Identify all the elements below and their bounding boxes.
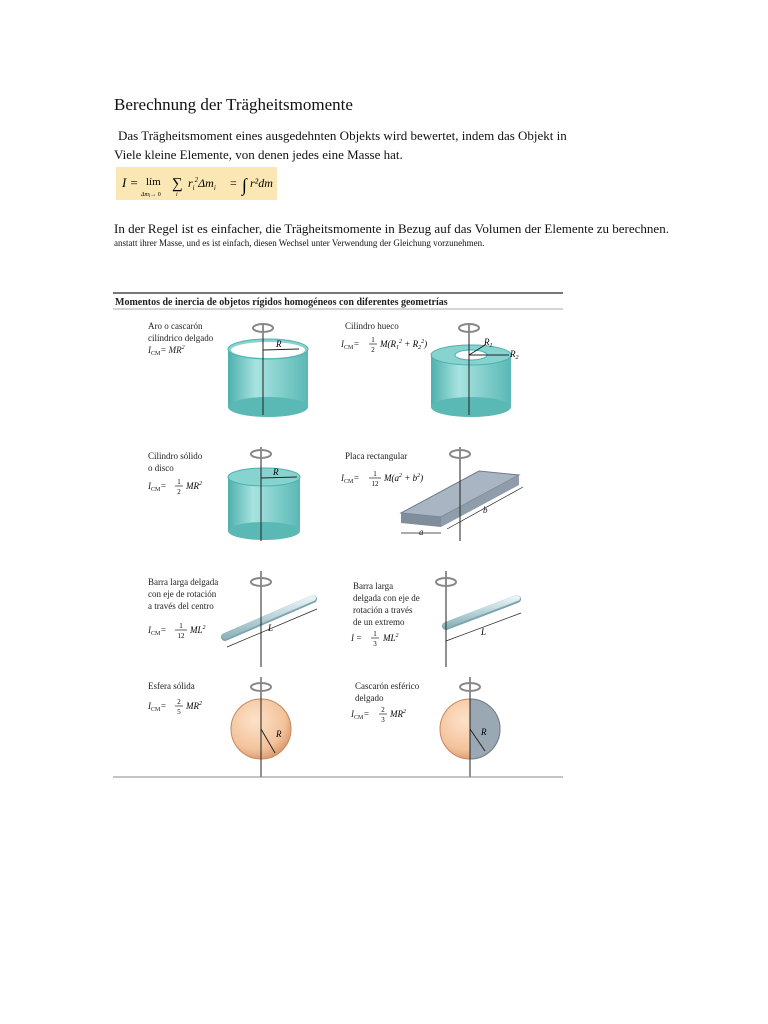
svg-text:12: 12 — [177, 632, 185, 640]
intro-line-1: Das Trägheitsmoment eines ausgedehnten Objekts wird bewertet, indem das Objekt in — [118, 128, 567, 143]
formula-integral: ∫ — [242, 175, 247, 195]
hoop-label-2: cilíndrico delgado — [148, 333, 214, 343]
svg-text:I=: I = — [351, 633, 363, 643]
rod-center-label-2: con eje de rotación — [148, 589, 217, 599]
formula-term-sq: 2 — [194, 176, 199, 184]
svg-text:R: R — [276, 729, 282, 739]
formula-rhs: r²dm — [250, 176, 273, 190]
svg-text:R: R — [481, 727, 487, 737]
hollow-num: 1 — [371, 336, 375, 344]
intro-paragraph — [114, 126, 634, 164]
svg-text:MR2: $MR^2$ — [390, 709, 406, 719]
svg-text:1: 1 — [179, 622, 183, 630]
formula-eq2: = — [230, 176, 237, 190]
svg-text:MR2: $MR^2$ — [186, 481, 202, 491]
svg-text:de un extremo: de un extremo — [353, 617, 405, 627]
item-rod-end — [350, 571, 521, 667]
item-hoop — [147, 321, 308, 417]
solid-cyl-label-2: o disco — [148, 463, 174, 473]
svg-text:1: 1 — [177, 478, 181, 486]
svg-text:Barra larga: Barra larga — [353, 581, 394, 591]
formula-term-dm: Δm — [198, 176, 214, 190]
svg-text:R: R — [273, 467, 279, 477]
svg-text:3: 3 — [381, 716, 385, 724]
page-title: Berechnung der Trägheitsmomente — [114, 95, 353, 114]
inertia-table-figure — [113, 291, 563, 779]
hollow-r2: $R_2$ — [510, 349, 519, 361]
svg-text:a: a — [419, 527, 424, 537]
svg-text:3: 3 — [373, 640, 377, 648]
figure-heading: Momentos de inercia de objetos rígidos homogéneos con diferentes geometrías — [115, 297, 448, 308]
formula-term — [188, 176, 216, 192]
hollow-label-1: Cilindro hueco — [345, 321, 399, 331]
hollow-tail: $M(R_1^2 + R_2^2)$ — [380, 339, 428, 351]
svg-text:delgado: delgado — [355, 693, 384, 703]
svg-text:2: 2 — [381, 706, 385, 714]
svg-text:M(a2 + b2): $M(a^2 + b^2)$ — [384, 473, 424, 483]
svg-text:MR2: $MR^2$ — [186, 701, 202, 711]
solid-cyl-label-1: Cilindro sólido — [148, 451, 203, 461]
svg-text:delgada con eje de: delgada con eje de — [353, 593, 420, 603]
item-rod-center — [147, 571, 317, 667]
hollow-formula: $I_{CM}=$ — [341, 339, 360, 351]
svg-text:ICM=: $I_{CM}=$ — [148, 701, 167, 713]
intro-line-2: Viele kleine Elemente, von denen jedes eine Masse hat. — [114, 147, 403, 162]
svg-text:5: 5 — [177, 708, 181, 716]
formula-term-i: i — [192, 184, 195, 192]
paragraph-3: anstatt ihrer Masse, und es ist einfach, diesen Wechsel unter Verwendung der Gleichung vorzunehmen. — [114, 238, 485, 248]
svg-text:L: L — [481, 627, 487, 637]
hoop-r: R — [276, 339, 282, 349]
inertia-formula — [116, 167, 277, 200]
formula-lim-dm: Δm — [141, 192, 149, 198]
svg-text:b: b — [483, 505, 488, 515]
solid-cyl-formula: $I_{CM}=$ — [148, 481, 167, 493]
plate-label-1: Placa rectangular — [345, 451, 408, 461]
rod-center-label-1: Barra larga delgada — [148, 577, 219, 587]
hoop-formula: $I_{CM}= MR^2$ — [148, 345, 185, 357]
formula-lim: lím — [146, 176, 161, 188]
svg-text:Esfera sólida: Esfera sólida — [148, 681, 195, 691]
item-spherical-shell — [350, 677, 500, 777]
svg-text:1: 1 — [373, 470, 377, 478]
formula-term-r: r — [188, 176, 193, 190]
hoop-label-1: Aro o cascarón — [148, 321, 203, 331]
item-solid-sphere — [147, 677, 291, 777]
svg-text:ML2: $ML^2$ — [190, 625, 206, 635]
item-solid-cylinder — [147, 447, 300, 541]
svg-text:rotación a través: rotación a través — [353, 605, 413, 615]
paragraph-2: In der Regel ist es einfacher, die Trägheitsmomente in Bezug auf das Volumen der Elemente zu berechnen. — [114, 221, 669, 236]
hollow-r1: $R_1$ — [484, 337, 493, 349]
item-rect-plate — [340, 447, 523, 541]
formula-sum: ∑ — [172, 176, 183, 192]
hollow-den: 2 — [371, 346, 375, 354]
rod-center-formula: $I_{CM}=$ — [148, 625, 167, 637]
svg-text:L: L — [268, 623, 274, 633]
plate-formula: $I_{CM}=$ — [341, 473, 360, 485]
formula-sum-sub: i — [176, 192, 178, 198]
rod-center-label-3: a través del centro — [148, 601, 214, 611]
formula-lim-sub — [140, 192, 161, 199]
item-hollow-cylinder — [340, 321, 519, 417]
svg-text:12: 12 — [371, 480, 379, 488]
formula-term-dm-i: i — [213, 184, 216, 192]
svg-text:ML2: $ML^2$ — [383, 633, 399, 643]
formula-lhs: I = — [122, 175, 139, 190]
svg-text:ICM=: $I_{CM}=$ — [351, 709, 370, 721]
svg-text:1: 1 — [373, 630, 377, 638]
svg-text:2: 2 — [177, 698, 181, 706]
svg-text:2: 2 — [177, 488, 181, 496]
formula-lim-i: i — [148, 194, 151, 199]
formula-lim-arrow: → 0 — [150, 192, 161, 198]
svg-text:Cascarón esférico: Cascarón esférico — [355, 681, 420, 691]
